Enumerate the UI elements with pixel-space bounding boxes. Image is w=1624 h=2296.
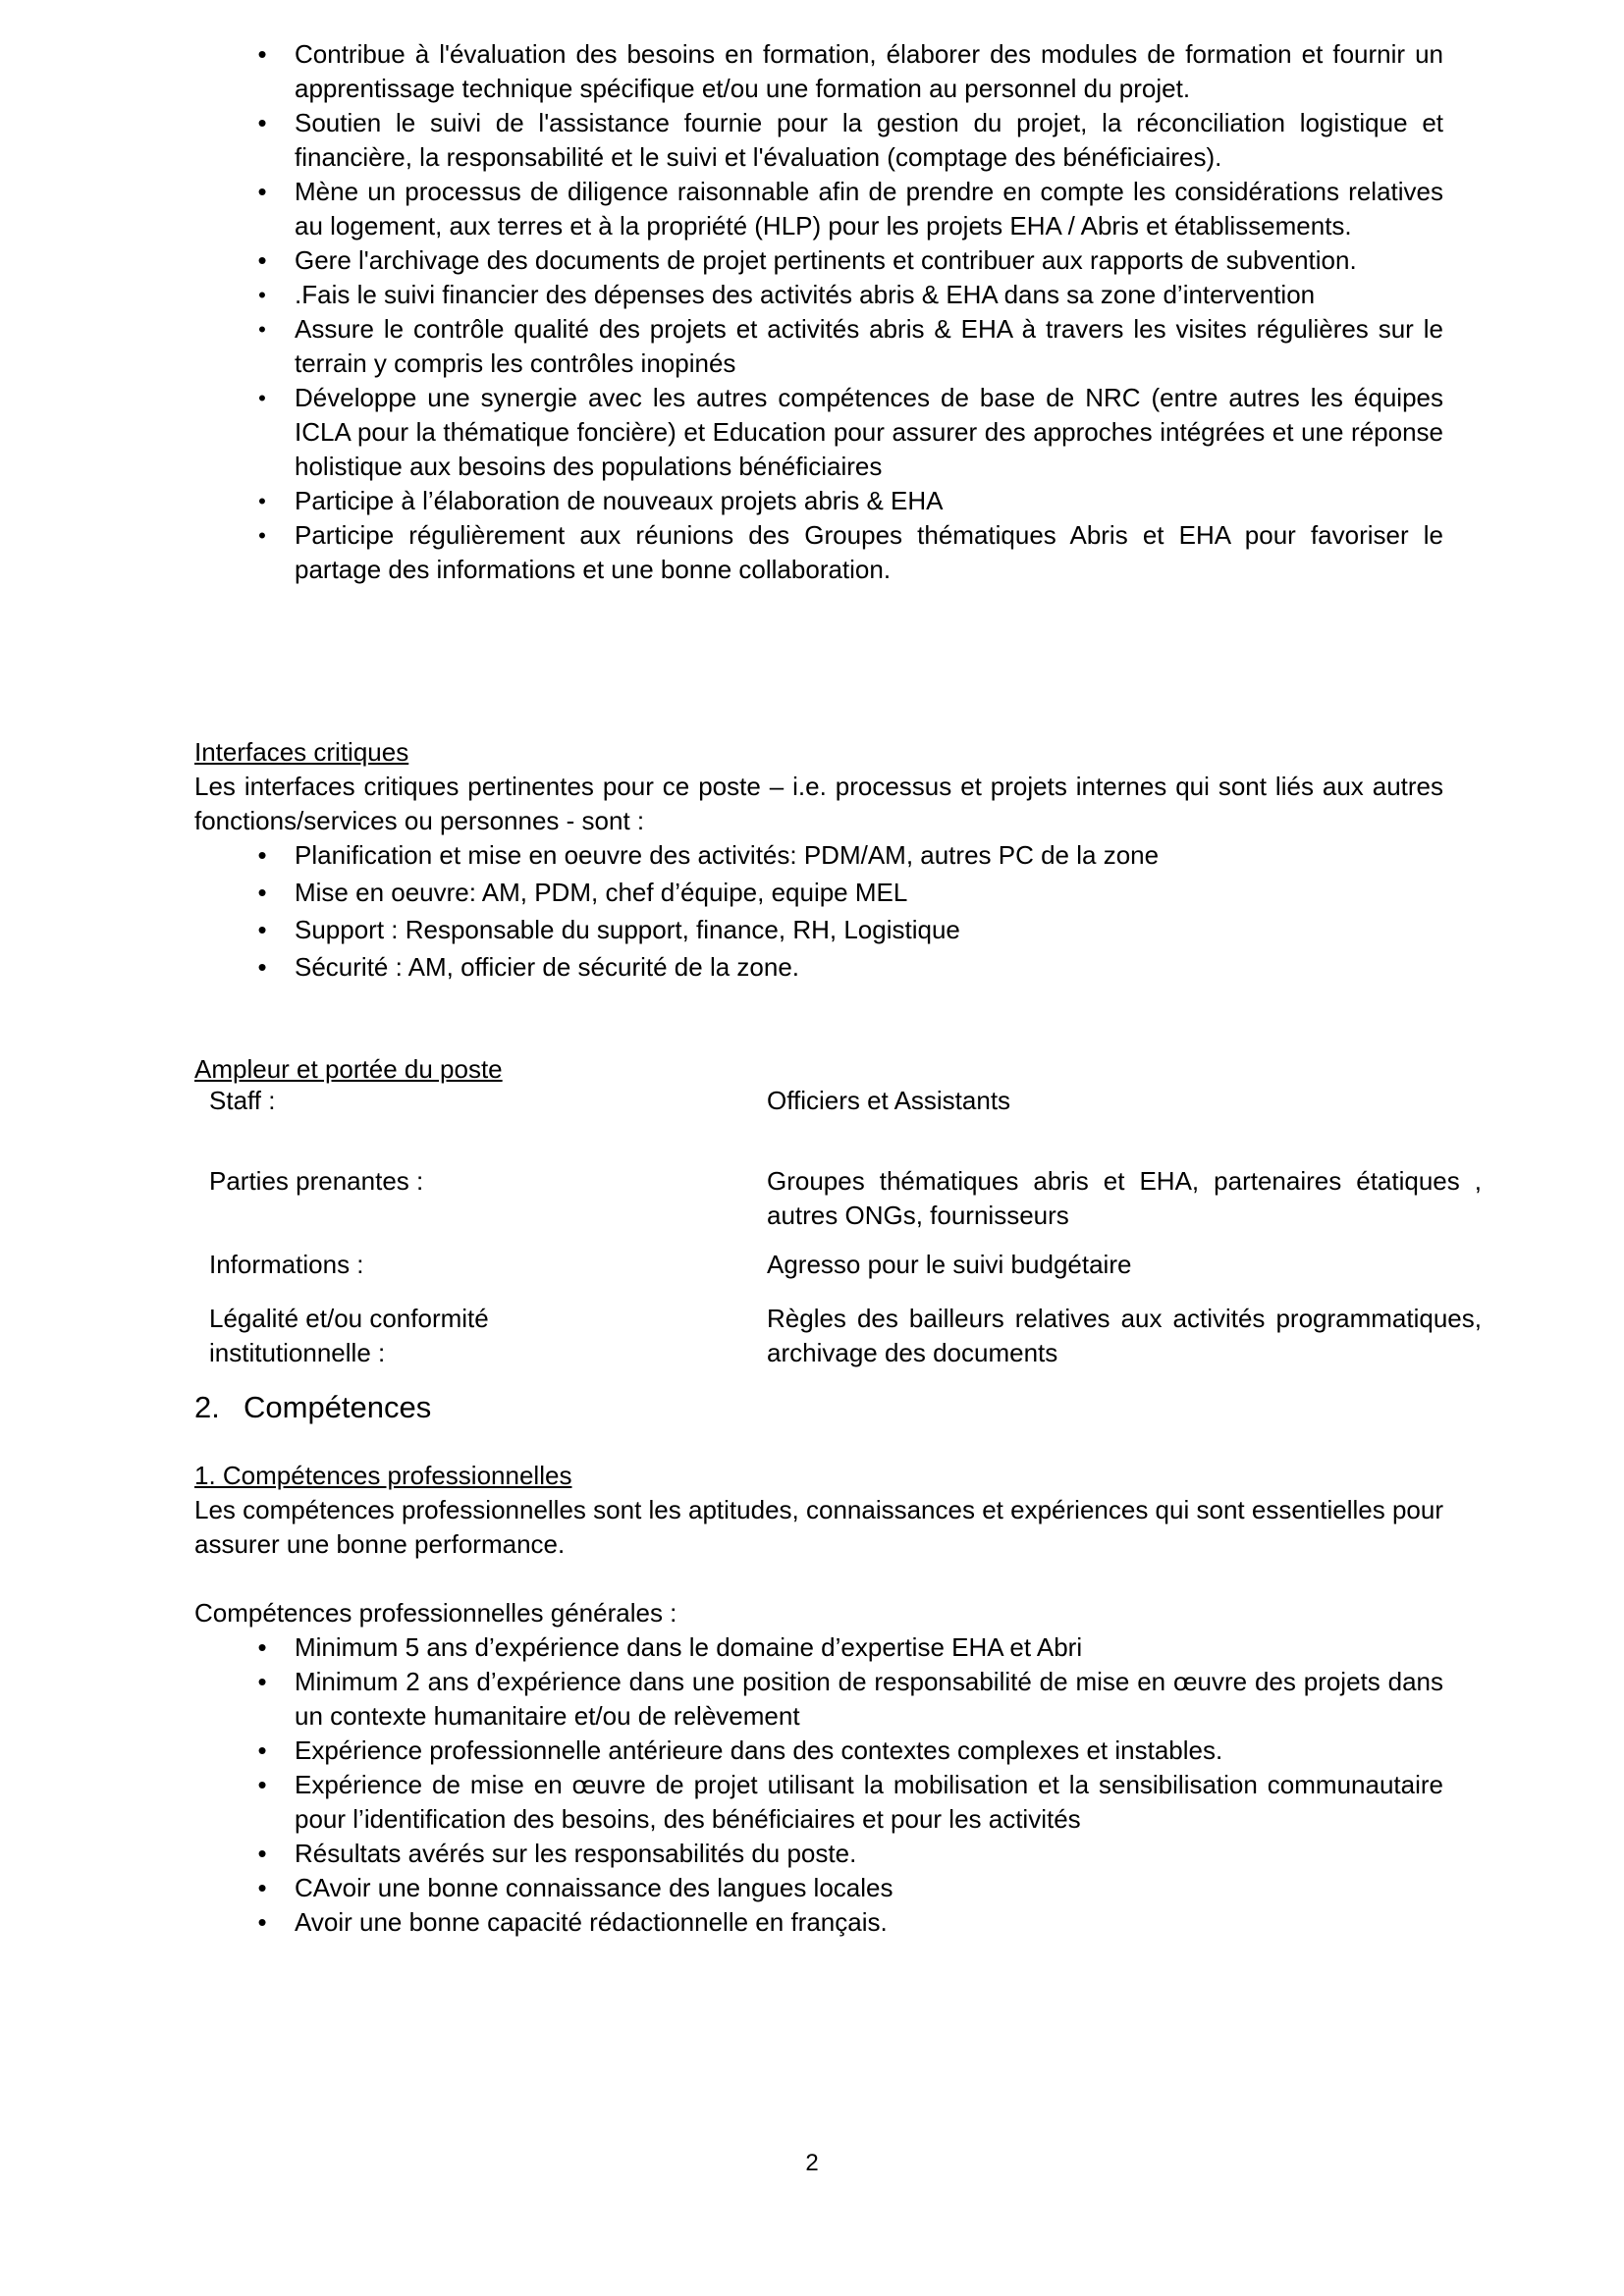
scope-value: Règles des bailleurs relatives aux activités programmatiques, archivage des documents <box>767 1304 1482 1367</box>
general-competences-suffix: : <box>662 1598 677 1628</box>
general-competences-heading <box>194 1596 1443 1630</box>
list-item: • CAvoir une bonne connaissance des langues locales <box>247 1871 1443 1905</box>
list-item: • Contribue à l'évaluation des besoins en formation, élaborer des modules de formation et fournir un apprentissage technique spécifique et/ou une formation au personnel du projet. <box>247 37 1443 106</box>
section-heading <box>194 1388 431 1427</box>
list-item: • .Fais le suivi financier des dépenses des activités abris & EHA dans sa zone d’intervention <box>247 278 1443 312</box>
list-item: • Développe une synergie avec les autres compétences de base de NRC (entre autres les équipes ICLA pour la thématique foncière) et Education pour assurer des approches intégrées et une réponse holistique aux besoins des populations bénéficiaires <box>247 381 1443 484</box>
general-competences-label: Compétences professionnelles générales <box>194 1598 663 1628</box>
interfaces-intro: Les interfaces critiques pertinentes pour ce poste – i.e. processus et projets internes qui sont liés aux autres fonctions/services ou personnes - sont : <box>194 772 1443 835</box>
list-item: • Minimum 5 ans d’expérience dans le domaine d’expertise EHA et Abri <box>247 1630 1443 1665</box>
scope-value: Officiers et Assistants <box>767 1086 1011 1115</box>
scope-label: Informations : <box>209 1250 364 1279</box>
list-item: • Soutien le suivi de l'assistance fournie pour la gestion du projet, la réconciliation logistique et financière, la responsabilité et le suivi et l'évaluation (comptage des bénéficiaires). <box>247 106 1443 175</box>
scope-value: Groupes thématiques abris et EHA, partenaires étatiques , autres ONGs, fournisseurs <box>767 1166 1482 1230</box>
table-row <box>209 1248 1486 1302</box>
scope-title: Ampleur et portée du poste <box>194 1054 503 1084</box>
page-number: 2 <box>805 2150 819 2176</box>
list-item: • Gere l'archivage des documents de projet pertinents et contribuer aux rapports de subvention. <box>247 243 1443 278</box>
competences-section <box>194 1459 1443 1940</box>
table-row <box>209 1302 1486 1370</box>
section-heading-text: Compétences <box>244 1390 432 1424</box>
section-number: 2. <box>194 1390 220 1424</box>
interfaces-title: Interfaces critiques <box>194 737 409 767</box>
table-row <box>209 1084 1486 1164</box>
list-item: • Mise en oeuvre: AM, PDM, chef d’équipe, equipe MEL <box>247 876 1443 913</box>
interfaces-section <box>194 735 1443 985</box>
list-item: • Planification et mise en oeuvre des activités: PDM/AM, autres PC de la zone <box>247 838 1443 876</box>
list-item: • Sécurité : AM, officier de sécurité de la zone. <box>247 950 1443 985</box>
competences-intro: Les compétences professionnelles sont les aptitudes, connaissances et expériences qui sont essentielles pour assurer une bonne performance. <box>194 1495 1443 1559</box>
list-item: • Participe régulièrement aux réunions des Groupes thématiques Abris et EHA pour favoriser le partage des informations et une bonne collaboration. <box>247 518 1443 587</box>
list-item: • Participe à l’élaboration de nouveaux projets abris & EHA <box>247 484 1443 518</box>
scope-label: Légalité et/ou conformité institutionnelle : <box>209 1304 489 1367</box>
list-item: • Mène un processus de diligence raisonnable afin de prendre en compte les considérations relatives au logement, aux terres et à la propriété (HLP) pour les projets EHA / Abris et établissements. <box>247 175 1443 243</box>
scope-value: Agresso pour le suivi budgétaire <box>767 1250 1132 1279</box>
list-item: • Support : Responsable du support, finance, RH, Logistique <box>247 913 1443 950</box>
responsibilities-list <box>247 37 1443 587</box>
interfaces-list <box>247 838 1443 985</box>
list-item: • Assure le contrôle qualité des projets et activités abris & EHA à travers les visites régulières sur le terrain y compris les contrôles inopinés <box>247 312 1443 381</box>
competences-list <box>247 1630 1443 1940</box>
scope-table <box>209 1084 1486 1370</box>
list-item: • Avoir une bonne capacité rédactionnelle en français. <box>247 1905 1443 1940</box>
table-row <box>209 1164 1486 1248</box>
scope-label: Parties prenantes : <box>209 1166 424 1196</box>
list-item: • Expérience de mise en œuvre de projet utilisant la mobilisation et la sensibilisation communautaire pour l’identification des besoins, des bénéficiaires et pour les activités <box>247 1768 1443 1837</box>
competences-subtitle: 1. Compétences professionnelles <box>194 1461 572 1490</box>
scope-label: Staff : <box>209 1086 276 1115</box>
list-item: • Résultats avérés sur les responsabilités du poste. <box>247 1837 1443 1871</box>
list-item: • Minimum 2 ans d’expérience dans une position de responsabilité de mise en œuvre des projets dans un contexte humanitaire et/ou de relèvement <box>247 1665 1443 1734</box>
list-item: • Expérience professionnelle antérieure dans des contextes complexes et instables. <box>247 1734 1443 1768</box>
